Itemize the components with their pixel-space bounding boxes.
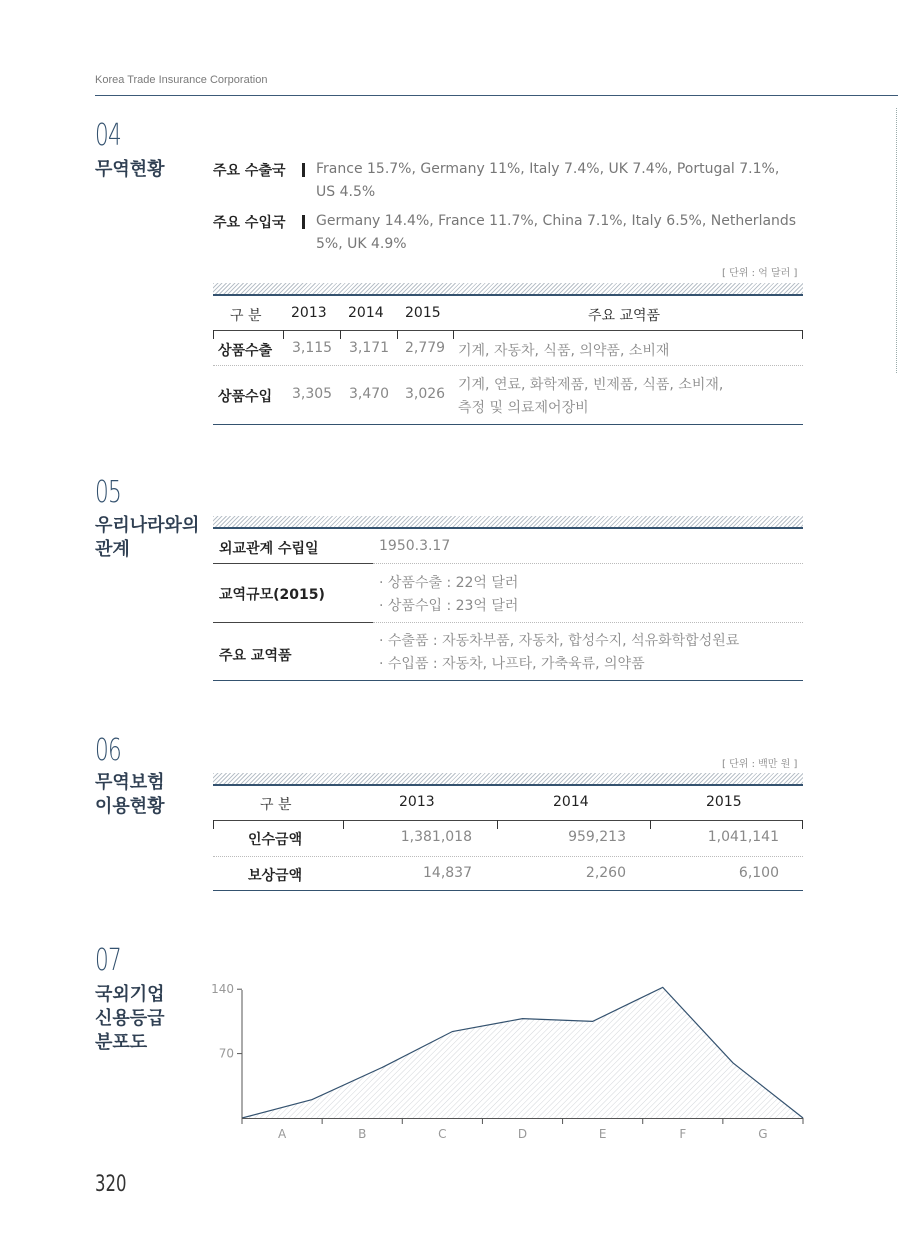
insurance-table-bottom-rule [213,890,803,891]
insurance-row-underwriting-2014: 959,213 [568,829,626,845]
trade-row-import-2013: 3,305 [292,386,333,402]
import-countries-line-1: Germany 14.4%, France 11.7%, China 7.1%, Italy 6.5%, Netherlands [316,213,797,229]
chart-x-tick-label: E [598,1127,607,1141]
trade-table-header-2013: 2013 [291,305,327,321]
trade-table-header-category: 구 분 [230,308,262,324]
insurance-tick [650,820,651,829]
chart-x-tick-label: C [438,1127,447,1141]
import-countries-line-2: 5%, UK 4.9% [316,236,407,252]
trade-table-header-rule [213,330,803,331]
side-dotted-rule [896,108,897,373]
insurance-row-underwriting-2013: 1,381,018 [400,829,472,845]
trade-table-tick [453,330,454,339]
header-rule [95,95,898,96]
relation-row-diplomacy-value: 1950.3.17 [379,538,451,554]
chart-x-tick-label: G [758,1127,768,1141]
insurance-tick [213,820,214,829]
section-06-unit: [ 단위 : 백만 원 ] [722,759,798,770]
section-04-unit: [ 단위 : 억 달러 ] [722,268,798,279]
trade-table-tick [397,330,398,339]
chart-x-tick-label: F [679,1127,687,1141]
export-countries-line-2: US 4.5% [316,184,376,200]
trade-table-header-2014: 2014 [348,305,384,321]
insurance-header-2013: 2013 [399,794,435,810]
export-countries-line-1: France 15.7%, Germany 11%, Italy 7.4%, UK 7.4%, Portugal 7.1%, [316,161,780,177]
insurance-header-2015: 2015 [706,794,742,810]
trade-row-import-2015: 3,026 [405,386,446,402]
trade-table-header-goods: 주요 교역품 [588,308,661,324]
relation-row-divider-label [213,622,373,623]
insurance-row-compensation-2013: 14,837 [423,865,472,881]
section-07-number: 07 [95,943,122,978]
relation-row-divider [373,563,803,564]
chart-x-tick-label: D [517,1127,528,1141]
trade-row-export-2014: 3,171 [349,340,390,356]
trade-table-header-2015: 2015 [405,305,441,321]
section-06-title: 무역보험 이용현황 [95,772,165,817]
chart-y-tick-label: 140 [211,982,234,997]
trade-row-export-2013: 3,115 [292,340,333,356]
relation-row-trade-scale-label: 교역규모(2015) [219,587,325,603]
section-04-title: 무역현황 [95,159,165,180]
insurance-row-compensation-2014: 2,260 [585,865,626,881]
chart-x-tick-label: B [358,1127,367,1141]
header-org: Korea Trade Insurance Corporation [95,74,268,86]
trade-table-tick [283,330,284,339]
trade-row-import-label: 상품수입 [218,389,273,405]
trade-row-export-goods: 기계, 자동차, 식품, 의약품, 소비재 [458,343,670,359]
trade-table-bottom-rule [213,424,803,425]
import-countries-label: 주요 수입국 [213,215,286,231]
trade-row-import-goods-line-2: 측정 및 의료제어장비 [458,400,589,416]
insurance-tick [497,820,498,829]
export-separator [302,163,305,177]
insurance-header-rule [213,820,803,821]
relation-row-divider-label [213,563,373,564]
relation-row-goods-line-2: · 수입품 : 자동차, 나프타, 가축육류, 의약품 [379,656,645,672]
page-number: 320 [95,1172,127,1197]
trade-row-import-goods-line-1: 기계, 연료, 화학제품, 빈제품, 식품, 소비재, [458,377,724,393]
insurance-row-divider [213,856,803,857]
insurance-header-2014: 2014 [553,794,589,810]
chart-x-tick-label: A [277,1127,287,1141]
section-06-hatch-band [213,773,803,784]
relation-row-goods-line-1: · 수출품 : 자동차부품, 자동차, 합성수지, 석유화학합성원료 [379,633,740,649]
relation-row-trade-scale-line-2: · 상품수입 : 23억 달러 [379,598,519,614]
section-05-number: 05 [95,475,122,510]
insurance-tick [343,820,344,829]
insurance-row-compensation-label: 보상금액 [248,868,303,884]
insurance-row-compensation-2015: 6,100 [738,865,779,881]
section-04-hatch-band [213,283,803,294]
insurance-row-underwriting-label: 인수금액 [248,832,303,848]
export-countries-label: 주요 수출국 [213,163,286,179]
relation-row-diplomacy-label: 외교관계 수립일 [219,541,319,557]
section-04-number: 04 [95,118,122,153]
import-separator [302,215,305,229]
section-06-table-top-rule [213,784,803,786]
trade-table-tick [802,330,803,339]
trade-table-tick [340,330,341,339]
credit-rating-distribution-chart [200,980,820,1160]
trade-table-tick [213,330,214,339]
trade-row-export-label: 상품수출 [218,343,273,359]
chart-area-fill [242,987,803,1118]
chart-y-tick-label: 70 [218,1046,234,1061]
insurance-header-category: 구 분 [260,797,292,813]
relation-table-bottom-rule [213,680,803,681]
relation-row-trade-scale-line-1: · 상품수출 : 22억 달러 [379,575,519,591]
section-05-hatch-band [213,516,803,527]
trade-row-import-2014: 3,470 [349,386,390,402]
relation-row-goods-label: 주요 교역품 [219,648,292,664]
relation-row-divider [373,622,803,623]
section-04-table-top-rule [213,294,803,296]
insurance-row-underwriting-2015: 1,041,141 [707,829,779,845]
section-06-number: 06 [95,733,122,768]
section-05-table-top-rule [213,527,803,529]
section-05-title: 우리나라와의 관계 [95,515,200,560]
insurance-tick [802,820,803,829]
trade-row-divider [213,365,803,366]
trade-row-export-2015: 2,779 [405,340,446,356]
section-07-title: 국외기업 신용등급 분포도 [95,984,165,1053]
